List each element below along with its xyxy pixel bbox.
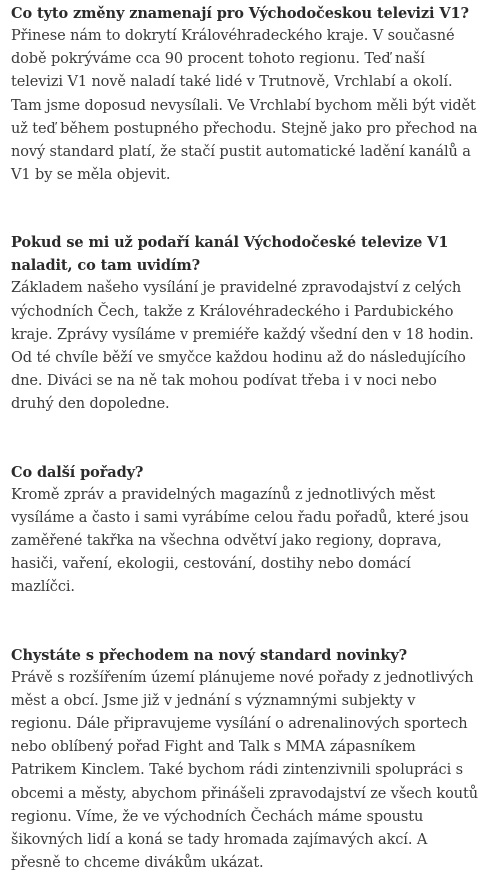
answer-paragraph: Právě s rozšířením území plánujeme nové pořady z jednotlivých měst a obcí. Jsme již v jednání s významnými subjekty v regionu. Dále připravujeme vysílání o adrenalinových sportech nebo oblíbený pořad Fight and Talk s MMA zápasníkem Patrikem Kinclem. Také bychom rádi zintenzivnili spolupráci s obcemi a městy, abychom přinášeli zpravodajství ze všech koutů regionu. Víme, že ve východních Čechách máme spoustu šikovných lidí a koná se tady hromada zajímavých akcí. A přesně to chceme divákům ukázat. bbox=[11, 669, 478, 872]
qa-section-1 bbox=[11, 2, 479, 187]
qa-section-4 bbox=[11, 644, 479, 875]
qa-section-2 bbox=[11, 231, 479, 416]
question-heading: Chystáte s přechodem na nový standard novinky? bbox=[11, 646, 408, 664]
answer-paragraph: Základem našeho vysílání je pravidelné zpravodajství z celých východních Čech, takže z Královéhradeckého i Pardubického kraje. Zprávy vysíláme v premiéře každý všední den v 18 hodin. Od té chvíle běží ve smyčce každou hodinu až do následujícího dne. Diváci se na ně tak mohou podívat třeba i v noci nebo druhý den dopoledne. bbox=[11, 280, 474, 413]
answer-paragraph: Přinese nám to dokrytí Královéhradeckého kraje. V současné době pokrýváme cca 90 procent tohoto regionu. Teď naší televizi V1 nově naladí také lidé v Trutnově, Vrchlabí a okolí. Tam jsme doposud nevysílali. Ve Vrchlabí bychom měli být vidět už teď během postupného přechodu. Stejně jako pro přechod na nový standard platí, že stačí pustit automatické ladění kanálů a V1 by se měla objevit. bbox=[11, 28, 478, 184]
question-heading: Co další pořady? bbox=[11, 463, 144, 481]
answer-paragraph: Kromě zpráv a pravidelných magazínů z jednotlivých měst vysíláme a často i sami vyrábíme celou řadu pořadů, které jsou zaměřené takřka na všechna odvětví jako regiony, doprava, hasiči, vaření, ekologii, cestování, dostihy nebo domácí mazlíčci. bbox=[11, 486, 469, 596]
question-heading: Co tyto změny znamenají pro Východočeskou televizi V1? bbox=[11, 5, 469, 22]
question-heading: Pokud se mi už podaří kanál Východočeské televize V1 naladit, co tam uvidím? bbox=[11, 234, 449, 275]
qa-section-3 bbox=[11, 461, 479, 600]
